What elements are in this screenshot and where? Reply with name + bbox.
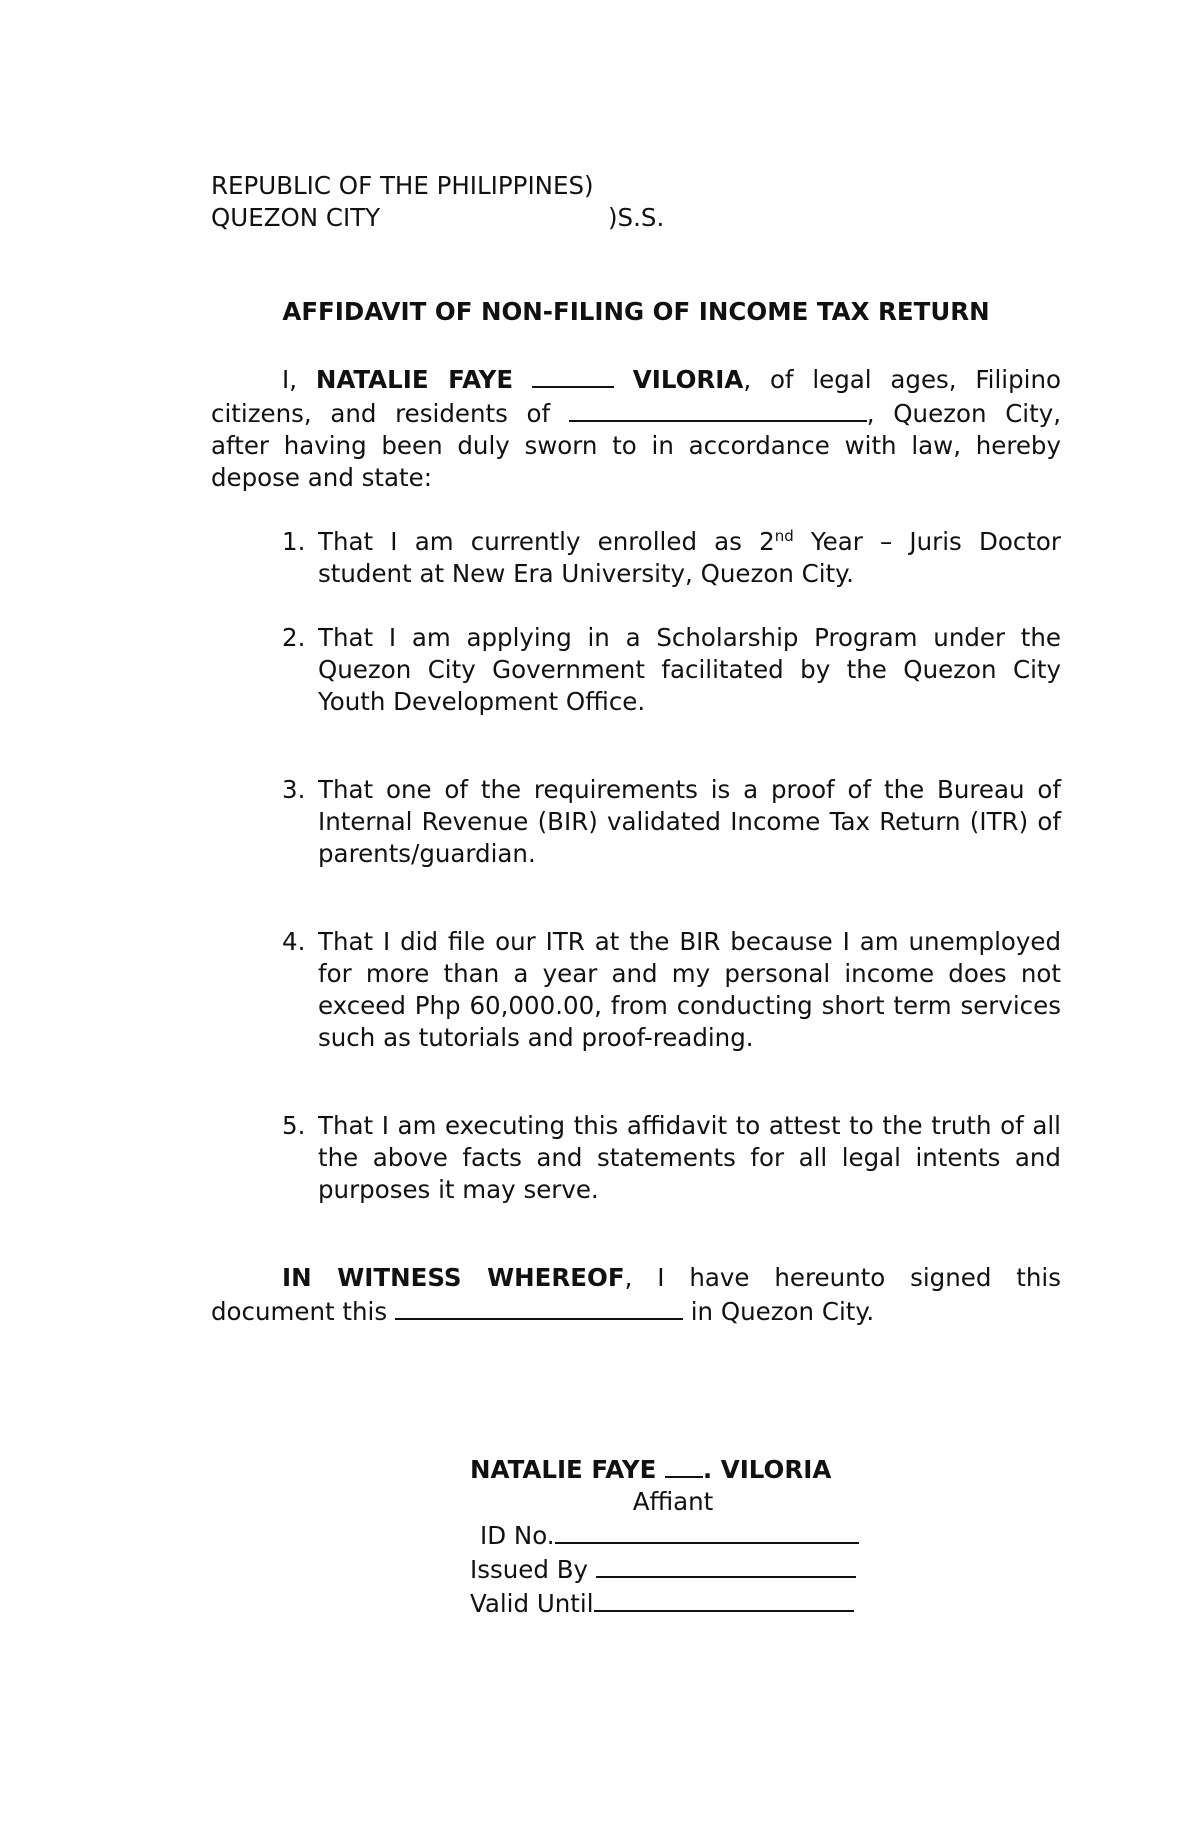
affiant-first-name: NATALIE FAYE bbox=[315, 365, 514, 394]
signature-block bbox=[470, 1452, 890, 1620]
item-number: 2. bbox=[282, 623, 306, 652]
statement-list bbox=[211, 526, 1061, 1206]
issued-label: Issued By bbox=[470, 1555, 596, 1584]
item-text: That I am currently enrolled as 2 bbox=[318, 527, 775, 556]
list-item bbox=[211, 926, 1061, 1054]
item-number: 1. bbox=[282, 527, 306, 556]
date-blank bbox=[395, 1294, 683, 1320]
signature-initial-blank bbox=[665, 1452, 703, 1478]
witness-heading: IN WITNESS WHEREOF bbox=[282, 1263, 625, 1292]
middle-initial-blank bbox=[532, 362, 614, 388]
document-title: AFFIDAVIT OF NON-FILING OF INCOME TAX RETURN bbox=[282, 297, 990, 326]
witness-paragraph bbox=[211, 1262, 1061, 1328]
venue-block bbox=[211, 170, 1061, 234]
list-item bbox=[211, 1110, 1061, 1206]
valid-label: Valid Until bbox=[470, 1589, 594, 1618]
witness-text: , I have hereunto signed this document this bbox=[211, 1263, 1061, 1326]
venue-republic: REPUBLIC OF THE PHILIPPINES) bbox=[211, 171, 594, 200]
item-text: That I did file our ITR at the BIR because I am unemployed for more than a year and my personal income does not exceed Php 60,000.00, from conducting short term services such as tutorials and proof-reading. bbox=[318, 927, 1061, 1052]
intro-paragraph bbox=[211, 362, 1061, 494]
residence-blank bbox=[569, 396, 867, 422]
id-label: ID No. bbox=[480, 1521, 555, 1550]
id-number-row bbox=[470, 1518, 890, 1552]
signature-name bbox=[470, 1452, 890, 1486]
item-text: That one of the requirements is a proof of the Bureau of Internal Revenue (BIR) validated Income Tax Return (ITR) of parents/guardian. bbox=[318, 775, 1061, 868]
id-number-blank bbox=[555, 1518, 859, 1544]
witness-text-end: in Quezon City. bbox=[682, 1297, 875, 1326]
valid-until-row bbox=[470, 1586, 890, 1620]
venue-city: QUEZON CITY bbox=[211, 203, 381, 232]
issued-by-blank bbox=[596, 1552, 856, 1578]
intro-pre: I, bbox=[282, 365, 316, 394]
list-item bbox=[211, 622, 1061, 718]
item-number: 3. bbox=[282, 775, 306, 804]
item-number: 4. bbox=[282, 927, 306, 956]
intro-mid: , of legal ages, Filipino citizens, and residents of bbox=[211, 365, 1061, 428]
signature-first-name: NATALIE FAYE bbox=[470, 1455, 657, 1484]
list-item bbox=[211, 526, 1061, 590]
item-text-cont: Year – Juris Doctor student at New Era University, Quezon City. bbox=[318, 527, 1061, 588]
affidavit-document bbox=[211, 170, 1061, 1328]
list-item bbox=[211, 774, 1061, 870]
item-text: That I am executing this affidavit to attest to the truth of all the above facts and statements for all legal intents and purposes it may serve. bbox=[318, 1111, 1061, 1204]
item-text: That I am applying in a Scholarship Program under the Quezon City Government facilitated by the Quezon City Youth Development Office. bbox=[318, 623, 1061, 716]
affiant-last-name: VILORIA bbox=[632, 365, 744, 394]
signature-last-name: . VILORIA bbox=[702, 1455, 832, 1484]
intro-post: , Quezon City, after having been duly sworn to in accordance with law, hereby depose and state: bbox=[211, 399, 1061, 492]
issued-by-row bbox=[470, 1552, 890, 1586]
affiant-label: Affiant bbox=[632, 1487, 714, 1516]
item-number: 5. bbox=[282, 1111, 306, 1140]
venue-ss: )S.S. bbox=[608, 203, 665, 232]
valid-until-blank bbox=[594, 1586, 854, 1612]
ordinal-suffix: nd bbox=[774, 526, 794, 545]
